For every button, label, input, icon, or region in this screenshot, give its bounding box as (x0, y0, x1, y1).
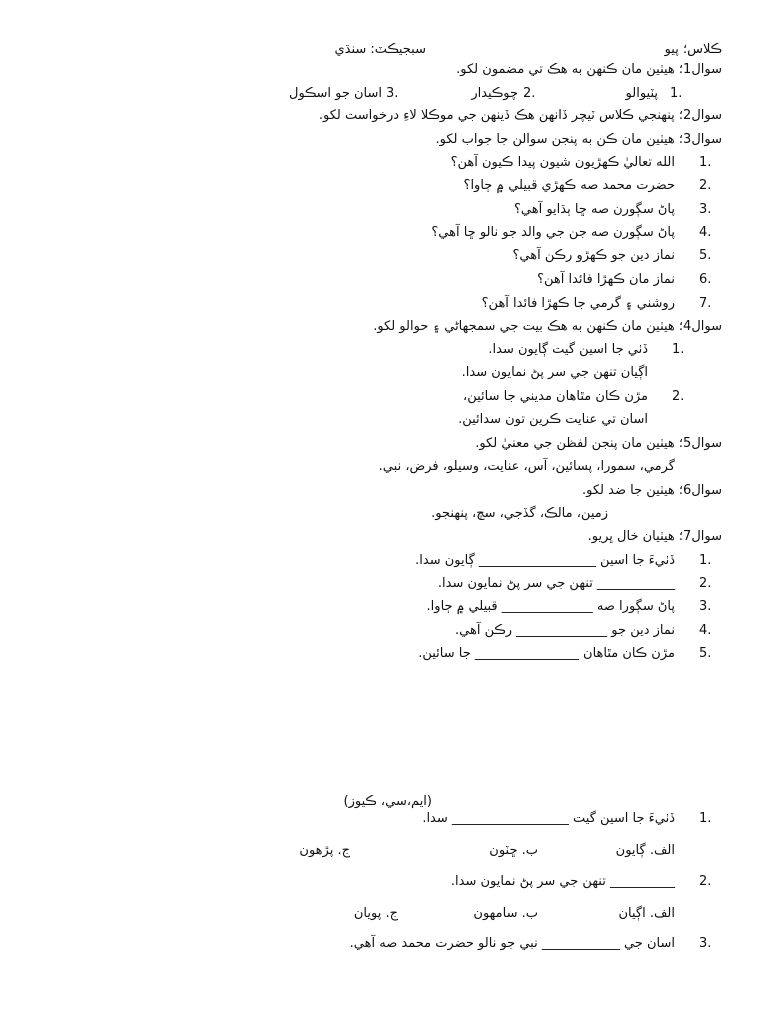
q3-item-2: حضرت محمد صه ڪهڙي قبيلي ۾ ڄاوا؟ (463, 178, 675, 193)
mcq-item-1-num: 1. (699, 811, 712, 826)
mcq-item-1: ڏٺيءَ جا اسين گيت __________________ سدا. (422, 811, 675, 826)
q3-item-3-num: 3. (699, 202, 712, 217)
q7-item-3-num: 3. (699, 599, 712, 614)
q7-item-3: پاڻ سڳورا صه ______________ قبيلي ۾ ڄاوا. (426, 599, 675, 614)
mcq-item-2-option-b: ب. سامهون (473, 906, 538, 921)
q4-stanza-1-num: 1. (672, 342, 685, 357)
q7-item-2-num: 2. (699, 576, 712, 591)
class-label: ڪلاس؛ پيو (664, 42, 722, 57)
q3-item-4-num: 4. (699, 225, 712, 240)
q1-option-3-num: 3. (386, 86, 399, 101)
q4-stanza-1-line-2: اڳيان تنهن جي سر پڻ نمايون سدا. (461, 365, 648, 380)
mcq-item-3-num: 3. (699, 936, 712, 951)
q6-prompt: سوال6؛ هيٺين جا ضد لکو. (582, 483, 722, 498)
q3-item-1: الله تعاليٰ ڪهڙيون شيون پيدا ڪيون آهن؟ (450, 155, 675, 170)
q1-option-1-num: 1. (670, 86, 683, 101)
q1-option-2: چوڪيدار (471, 86, 518, 101)
q7-item-5-num: 5. (699, 646, 712, 661)
q3-item-2-num: 2. (699, 178, 712, 193)
q4-stanza-1-line-1: ڏٺي جا اسين گيت ڳايون سدا. (488, 342, 648, 357)
q6-words: زمين، مالڪ، گڏجي، سچ، پنهنجو. (431, 506, 608, 521)
q3-item-7: روشني ۽ گرمي جا ڪهڙا فائدا آهن؟ (481, 296, 675, 311)
q1-option-3: اسان جو اسڪول (289, 86, 382, 101)
q7-item-1-num: 1. (699, 553, 712, 568)
q2-prompt: سوال2؛ پنهنجي ڪلاس ٽيچر ڏانهن هڪ ڏينهن جي موڪلا لاءِ درخواست لکو. (318, 108, 722, 123)
q7-item-5: مڙن ڪان مٿاهان ________________ جا سائين. (418, 646, 675, 661)
mcq-item-1-option-b: ب. ڇٽون (489, 843, 538, 858)
mcq-item-1-option-c: ج. پڙهون (299, 843, 350, 858)
q1-option-2-num: 2. (523, 86, 536, 101)
mcq-heading: (ايم،سي، ڪيوز) (343, 794, 432, 809)
q5-words: گرمي، سمورا، پسائين، آس، عنايت، وسيلو، فرض، نبي. (378, 459, 675, 474)
q3-item-1-num: 1. (699, 155, 712, 170)
q3-item-3: پاڻ سڳورن صه ڇا ٻڌايو آهي؟ (514, 202, 675, 217)
mcq-item-1-option-a: الف. ڳايون (615, 843, 675, 858)
q7-prompt: سوال7؛ هيٺيان خال ڀريو. (587, 529, 722, 544)
q4-stanza-2-num: 2. (672, 389, 685, 404)
q7-item-4: نماز دين جو ______________ رڪن آهي. (455, 623, 675, 638)
q7-item-1: ڏٺيءَ جا اسين __________________ ڳايون سدا. (415, 553, 675, 568)
mcq-item-2-num: 2. (699, 874, 712, 889)
q3-item-5-num: 5. (699, 248, 712, 263)
mcq-item-2: __________ تنهن جي سر پڻ نمايون سدا. (450, 874, 675, 889)
q3-item-4: پاڻ سڳورن صه جن جي والد جو نالو ڇا آهي؟ (431, 225, 675, 240)
mcq-item-2-option-c: ج. پويان (353, 906, 398, 921)
mcq-item-2-option-a: الف. اڳيان (618, 906, 675, 921)
q4-stanza-2-line-2: اسان تي عنايت ڪرين تون سدائين. (458, 412, 648, 427)
q7-item-4-num: 4. (699, 623, 712, 638)
q4-stanza-2-line-1: مڙن ڪان مٿاهان مديني جا سائين، (463, 389, 648, 404)
q3-item-6-num: 6. (699, 272, 712, 287)
q3-item-5: نماز دين جو ڪهڙو رڪن آهي؟ (512, 248, 675, 263)
subject-label: سبجيڪٽ: سنڌي (334, 42, 426, 57)
q1-option-1: پٽيوالو (625, 86, 658, 101)
mcq-item-3: اسان جي ____________ نبي جو نالو حضرت محمد صه آهي. (349, 936, 675, 951)
q4-prompt: سوال4؛ هيٺين مان ڪنهن به هڪ بيت جي سمجهاڻي ۽ حوالو لکو. (373, 319, 722, 334)
q5-prompt: سوال5؛ هيٺين مان پنجن لفظن جي معنيٰ لکو. (475, 436, 722, 451)
q7-item-2: ____________ تنهن جي سر پڻ نمايون سدا. (437, 576, 675, 591)
q3-item-7-num: 7. (699, 296, 712, 311)
q1-prompt: سوال1؛ هيٺين مان ڪنهن به هڪ تي مضمون لکو. (456, 62, 722, 77)
q3-item-6: نماز مان ڪهڙا فائدا آهن؟ (537, 272, 675, 287)
q3-prompt: سوال3؛ هيٺين مان ڪن به پنجن سوالن جا جواب لکو. (435, 132, 722, 147)
